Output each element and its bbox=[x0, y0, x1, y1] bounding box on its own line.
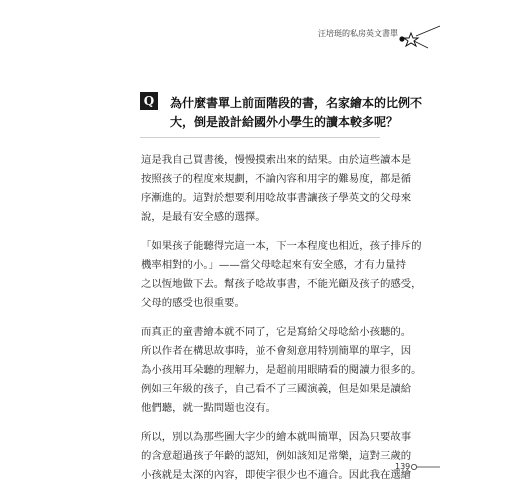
body-line: 機率相對的小。」——當父母唸起來有安全感，才有力量持 bbox=[141, 259, 406, 271]
body-line: 他們聽，就一點問題也沒有。 bbox=[141, 402, 277, 414]
question-line-1: 為什麼書單上前面階段的書，名家繪本的比例不 bbox=[170, 96, 423, 110]
question-divider bbox=[140, 137, 380, 138]
body-line: 這是我自己買書後，慢慢摸索出來的結果。由於這些讀本是 bbox=[141, 154, 412, 166]
page-number: 139 bbox=[395, 462, 411, 471]
body-line: 按照孩子的程度來規劃，不論內容和用字的難易度，都是循 bbox=[141, 173, 412, 185]
body-line: 而真正的童書繪本就不同了，它是寫給父母唸給小孩聽的。 bbox=[141, 326, 412, 338]
body-line: 小孩就是太深的內容，即使字很少也不適合。因此我在選繪 bbox=[141, 469, 412, 481]
body-line: 「如果孩子能聽得完這一本，下一本程度也相近，孩子排斥的 bbox=[141, 240, 422, 252]
header-ornament-icon bbox=[398, 24, 442, 50]
body-line: 例如三年級的孩子，自己看不了三國演義，但是如果是讀給 bbox=[141, 383, 412, 395]
body-line: 之以恆地做下去。幫孩子唸故事書，不能光顧及孩子的感受， bbox=[141, 278, 422, 290]
body-line: 為小孩用耳朵聽的理解力，是超前用眼睛看的閱讀力很多的。 bbox=[141, 364, 422, 376]
body-line: 所以，別以為那些圖大字少的繪本就叫簡單，因為只要故事 bbox=[141, 431, 412, 443]
body-line: 的含意超過孩子年齡的認知，例如該知足常樂，這對三歲的 bbox=[141, 450, 412, 462]
body-line: 所以作者在構思故事時，並不會刻意用特別簡單的單字，因 bbox=[141, 345, 412, 357]
body-line: 序漸進的。這對於想要利用唸故事書讓孩子學英文的父母來 bbox=[141, 192, 412, 204]
body-line: 父母的感受也很重要。 bbox=[141, 297, 245, 309]
footer-ornament-icon bbox=[410, 463, 442, 471]
question-badge: Q bbox=[140, 92, 158, 110]
question-line-2: 大，倒是設計給國外小學生的讀本較多呢？ bbox=[170, 115, 399, 129]
running-header-title: 汪培珽的私房英文書單 bbox=[318, 29, 398, 38]
body-line: 說，是最有安全感的選擇。 bbox=[141, 211, 266, 223]
